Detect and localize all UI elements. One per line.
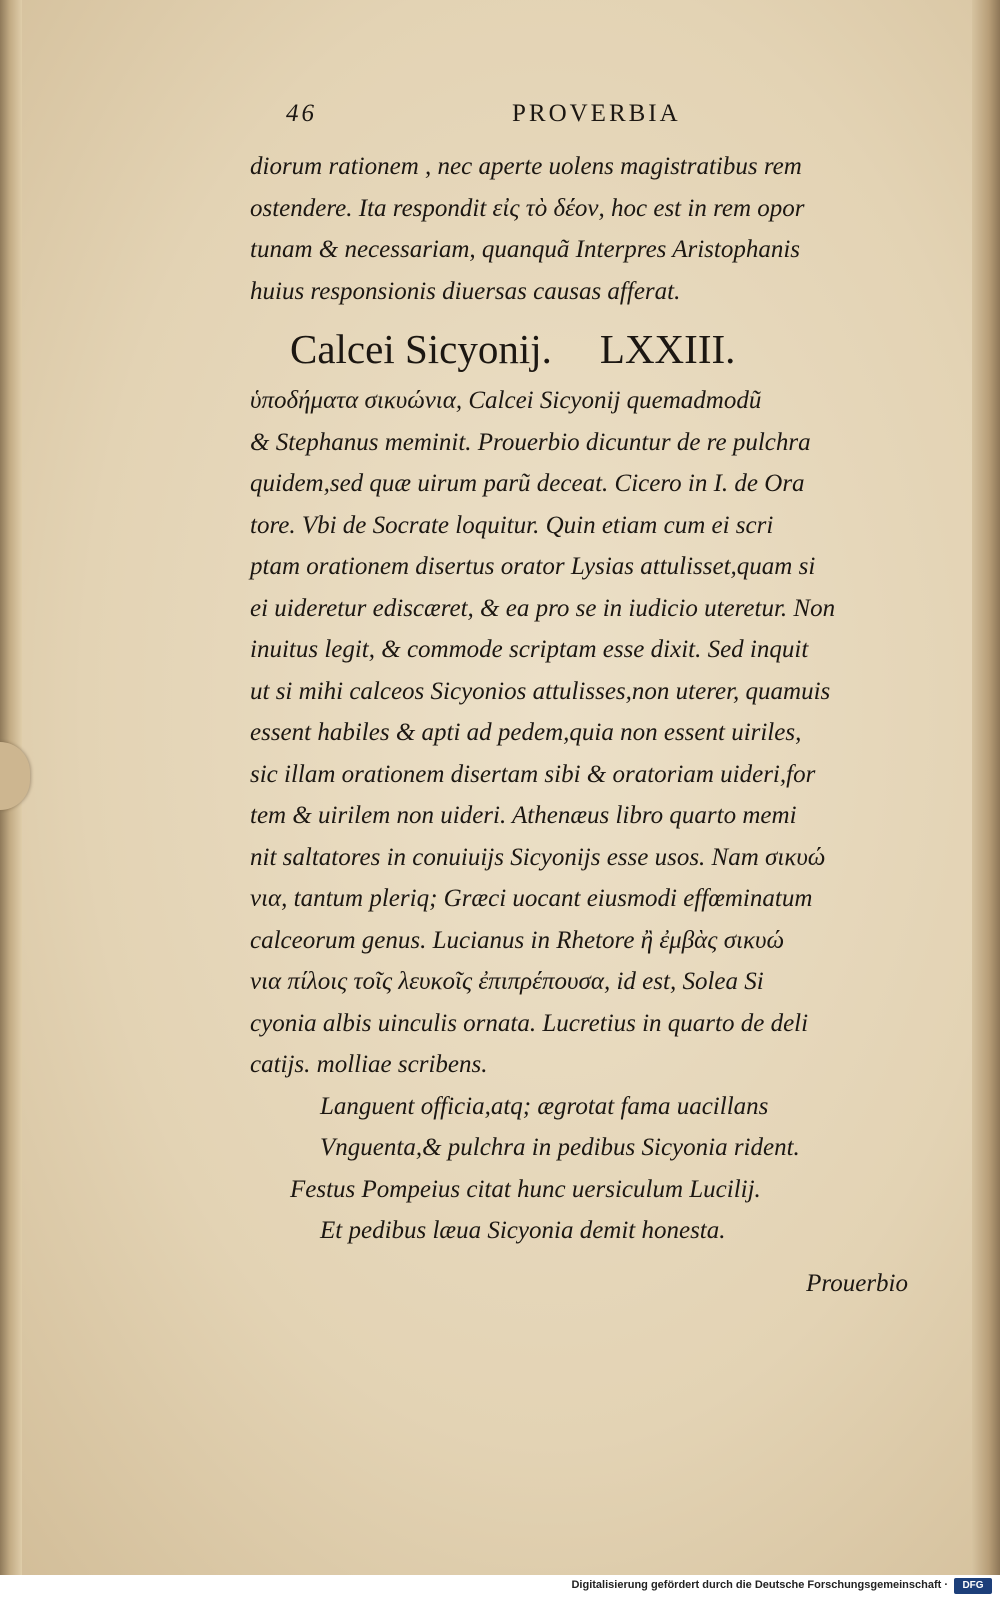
page-header	[250, 100, 930, 140]
text-line: tore. Vbi de Socrate loquitur. Quin etiam cum ei scri	[250, 511, 774, 539]
text-line: cyonia albis uinculis ornata. Lucretius in quarto de deli	[250, 1009, 809, 1037]
section-heading	[290, 320, 930, 378]
verse-block	[250, 1086, 930, 1252]
text-line: catijs. molliae scribens.	[250, 1051, 488, 1078]
catchword: Prouerbio	[806, 1269, 908, 1297]
text-line: inuitus legit, & commode scriptam esse dixit. Sed inquit	[250, 636, 809, 663]
page-edge	[972, 0, 1000, 1575]
dfg-logo-icon: DFG	[954, 1578, 992, 1594]
paragraph-2	[250, 380, 930, 1086]
footer-credit: Digitalisierung gefördert durch die Deutsche Forschungsgemeinschaft ·	[571, 1579, 948, 1591]
text-line: diorum rationem , nec aperte uolens magistratibus rem	[250, 153, 802, 180]
text-line: ut si mihi calceos Sicyonios attulisses,non uterer, quamuis	[250, 677, 831, 705]
heading-number: LXXIII.	[599, 326, 736, 372]
text-line: Festus Pompeius citat hunc uersiculum Lucilij.	[290, 1175, 761, 1203]
text-line: nit saltatores in conuiuijs Sicyonijs esse usos. Nam σικυώ	[250, 843, 826, 871]
text-line: ei uideretur ediscæret, & ea pro se in iudicio uteretur. Non	[250, 594, 836, 622]
digitization-footer	[0, 1575, 1000, 1598]
text-line: ptam orationem disertus orator Lysias attulisset,quam si	[250, 553, 816, 580]
text-line: tem & uirilem non uideri. Athenæus libro quarto memi	[250, 802, 797, 829]
heading-title: Calcei Sicyonij.	[290, 326, 552, 372]
page-clip-tab	[0, 742, 30, 810]
text-line: νια πίλοις τοῖς λευκοῖς ἐπιπρέπουσα, id est, Solea Si	[250, 968, 764, 995]
text-line: & Stephanus meminit. Prouerbio dicuntur de re pulchra	[250, 428, 811, 456]
text-line: ὑποδήματα σικυώνια, Calcei Sicyonij quemadmodũ	[250, 387, 762, 414]
verse-line: Et pedibus læua Sicyonia demit honesta.	[320, 1217, 726, 1244]
text-line: ostendere. Ita respondit εἰς τὸ δέον, hoc est in rem opor	[250, 194, 805, 222]
verse-line: Vnguenta,& pulchra in pedibus Sicyonia rident.	[320, 1134, 800, 1161]
paragraph-1	[250, 146, 930, 312]
text-line: νια, tantum pleriq; Græci uocant eiusmodi effœminatum	[250, 885, 813, 912]
text-line: tunam & necessariam, quanquã Interpres Aristophanis	[250, 236, 800, 263]
text-line: huius responsionis diuersas causas afferat.	[250, 277, 681, 305]
text-line: sic illam orationem disertam sibi & oratoriam uideri,for	[250, 760, 816, 788]
running-head: PROVERBIA	[512, 100, 681, 127]
verse-line: Languent officia,atq; ægrotat fama uacillans	[320, 1092, 769, 1120]
text-line: essent habiles & apti ad pedem,quia non essent uiriles,	[250, 719, 802, 746]
text-line: calceorum genus. Lucianus in Rhetore ἢ ἐμβὰς σικυώ	[250, 926, 784, 954]
text-block	[250, 100, 930, 1304]
page-number: 46	[286, 100, 317, 127]
text-line: quidem,sed quæ uirum parũ deceat. Cicero in I. de Ora	[250, 470, 805, 497]
